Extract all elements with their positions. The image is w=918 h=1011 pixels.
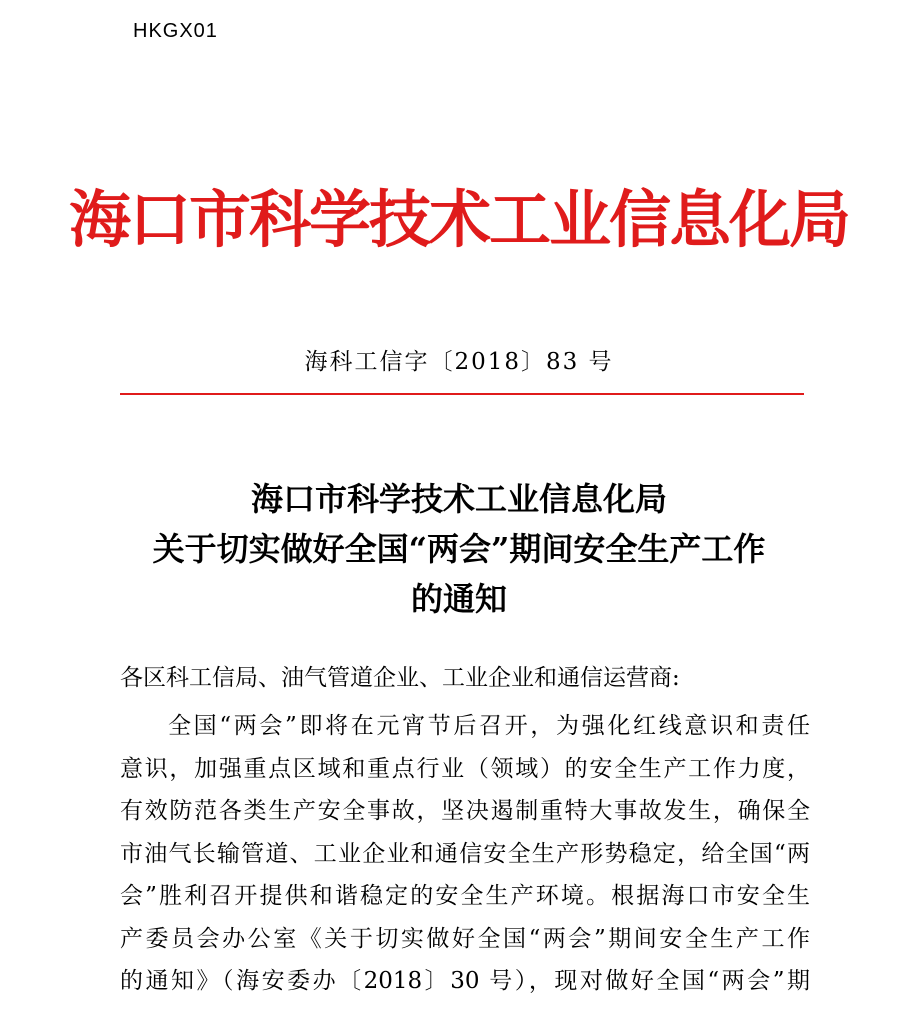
body-line: 全国“两会”即将在元宵节后召开，为强化红线意识和责任 [168,713,810,739]
body-line: 会”胜利召开提供和谐稳定的安全生产环境。根据海口市安全生 [120,883,810,909]
document-code: HKGX01 [133,20,218,42]
body-paragraph [120,705,810,1003]
red-divider-line [120,393,804,395]
body-line: 产委员会办公室《关于切实做好全国“两会”期间安全生产工作 [120,925,810,952]
notice-title-line: 关于切实做好全国“两会”期间安全生产工作 [152,530,766,568]
issuer-header: 海口市科学技术工业信息化局 [68,183,849,256]
document-number: 海科工信字〔2018〕83 号 [304,349,614,375]
body-line: 的通知》（海安委办〔2018〕30 号），现对做好全国“两会”期 [120,968,810,994]
notice-title-line: 的通知 [410,580,507,618]
body-line: 有效防范各类生产安全事故，坚决遏制重特大事故发生，确保全 [120,798,810,824]
notice-title [0,474,918,624]
salutation: 各区科工信局、油气管道企业、工业企业和通信运营商: [120,665,680,691]
body-line: 市油气长输管道、工业企业和通信安全生产形势稳定，给全国“两 [120,840,810,867]
body-line: 意识，加强重点区域和重点行业（领域）的安全生产工作力度， [120,755,810,782]
notice-title-line: 海口市科学技术工业信息化局 [250,480,667,518]
